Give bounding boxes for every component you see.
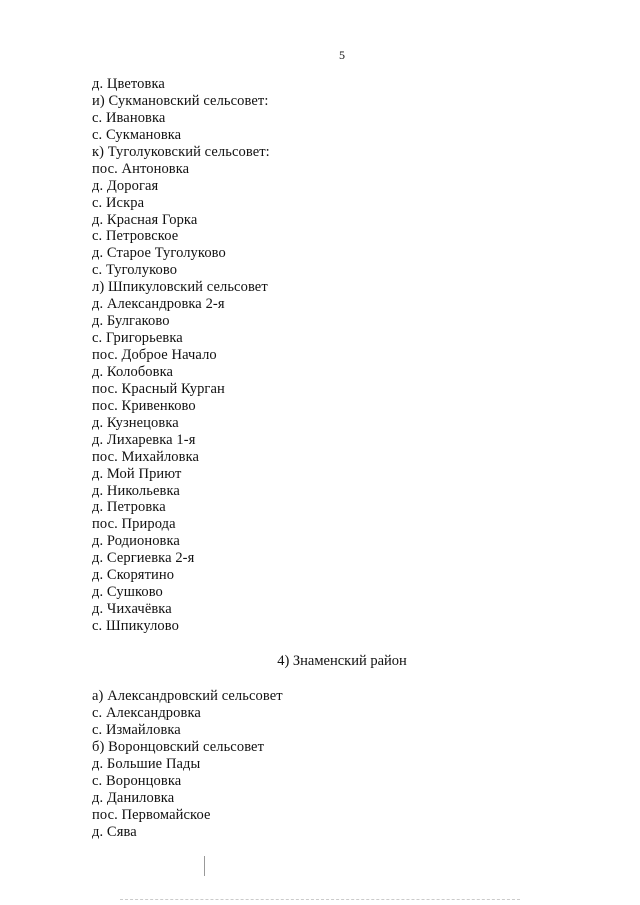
list-item: д. Даниловка — [92, 789, 175, 806]
list-item: с. Петровское — [92, 228, 179, 245]
list-item: д. Булгаково — [92, 313, 170, 330]
list-item: д. Цветовка — [92, 76, 165, 92]
list-item: д. Кузнецовка — [92, 414, 179, 431]
list-item: с. Сукмановка — [92, 126, 182, 143]
scan-artifact-mark — [204, 856, 205, 876]
scan-artifact-edge — [120, 899, 520, 901]
list-item: с. Воронцовка — [92, 772, 182, 789]
list-item: д. Лихаревка 1-я — [92, 431, 196, 448]
list-item: д. Сява — [92, 823, 137, 840]
list-item: пос. Природа — [92, 516, 176, 533]
list-item: с. Туголуково — [92, 262, 178, 279]
section-heading: 4) Знаменский район — [277, 653, 407, 669]
list-item: д. Мой Приют — [92, 465, 182, 482]
list-item: с. Шпикулово — [92, 618, 179, 634]
list-item: д. Александровка 2-я — [92, 296, 225, 313]
list-item: д. Колобовка — [92, 363, 174, 380]
list-item: и) Сукмановский сельсовет: — [92, 92, 269, 109]
list-item: с. Александровка — [92, 704, 201, 721]
list-item: д. Чихачёвка — [92, 601, 172, 618]
list-item: пос. Антоновка — [92, 160, 190, 177]
list-item: д. Скорятино — [92, 567, 175, 584]
list-item: с. Григорьевка — [92, 330, 183, 347]
list-item: д. Никольевка — [92, 482, 180, 499]
list-item: д. Петровка — [92, 499, 166, 516]
page-number: 5 — [339, 48, 345, 62]
list-item: с. Ивановка — [92, 109, 166, 126]
list-item: а) Александровский сельсовет — [92, 688, 283, 704]
list-item: с. Искра — [92, 194, 145, 211]
list-item: д. Сушково — [92, 584, 163, 601]
list-item: пос. Михайловка — [92, 448, 200, 465]
list-item: д. Сергиевка 2-я — [92, 550, 195, 567]
list-item: д. Родионовка — [92, 533, 180, 550]
list-item: д. Красная Горка — [92, 211, 198, 228]
list-item: д. Большие Пады — [92, 755, 201, 772]
list-item: д. Старое Туголуково — [92, 245, 226, 262]
list-item: пос. Доброе Начало — [92, 347, 217, 363]
list-item: с. Измайловка — [92, 721, 181, 738]
settlement-list-top — [92, 76, 270, 635]
list-item: к) Туголуковский сельсовет: — [92, 143, 270, 160]
list-item: пос. Красный Курган — [92, 380, 225, 397]
list-item: пос. Кривенково — [92, 397, 196, 414]
settlement-list-bottom — [92, 688, 283, 840]
list-item: б) Воронцовский сельсовет — [92, 738, 265, 755]
list-item: л) Шпикуловский сельсовет — [92, 279, 268, 296]
list-item: пос. Первомайское — [92, 806, 211, 823]
list-item: д. Дорогая — [92, 177, 159, 194]
